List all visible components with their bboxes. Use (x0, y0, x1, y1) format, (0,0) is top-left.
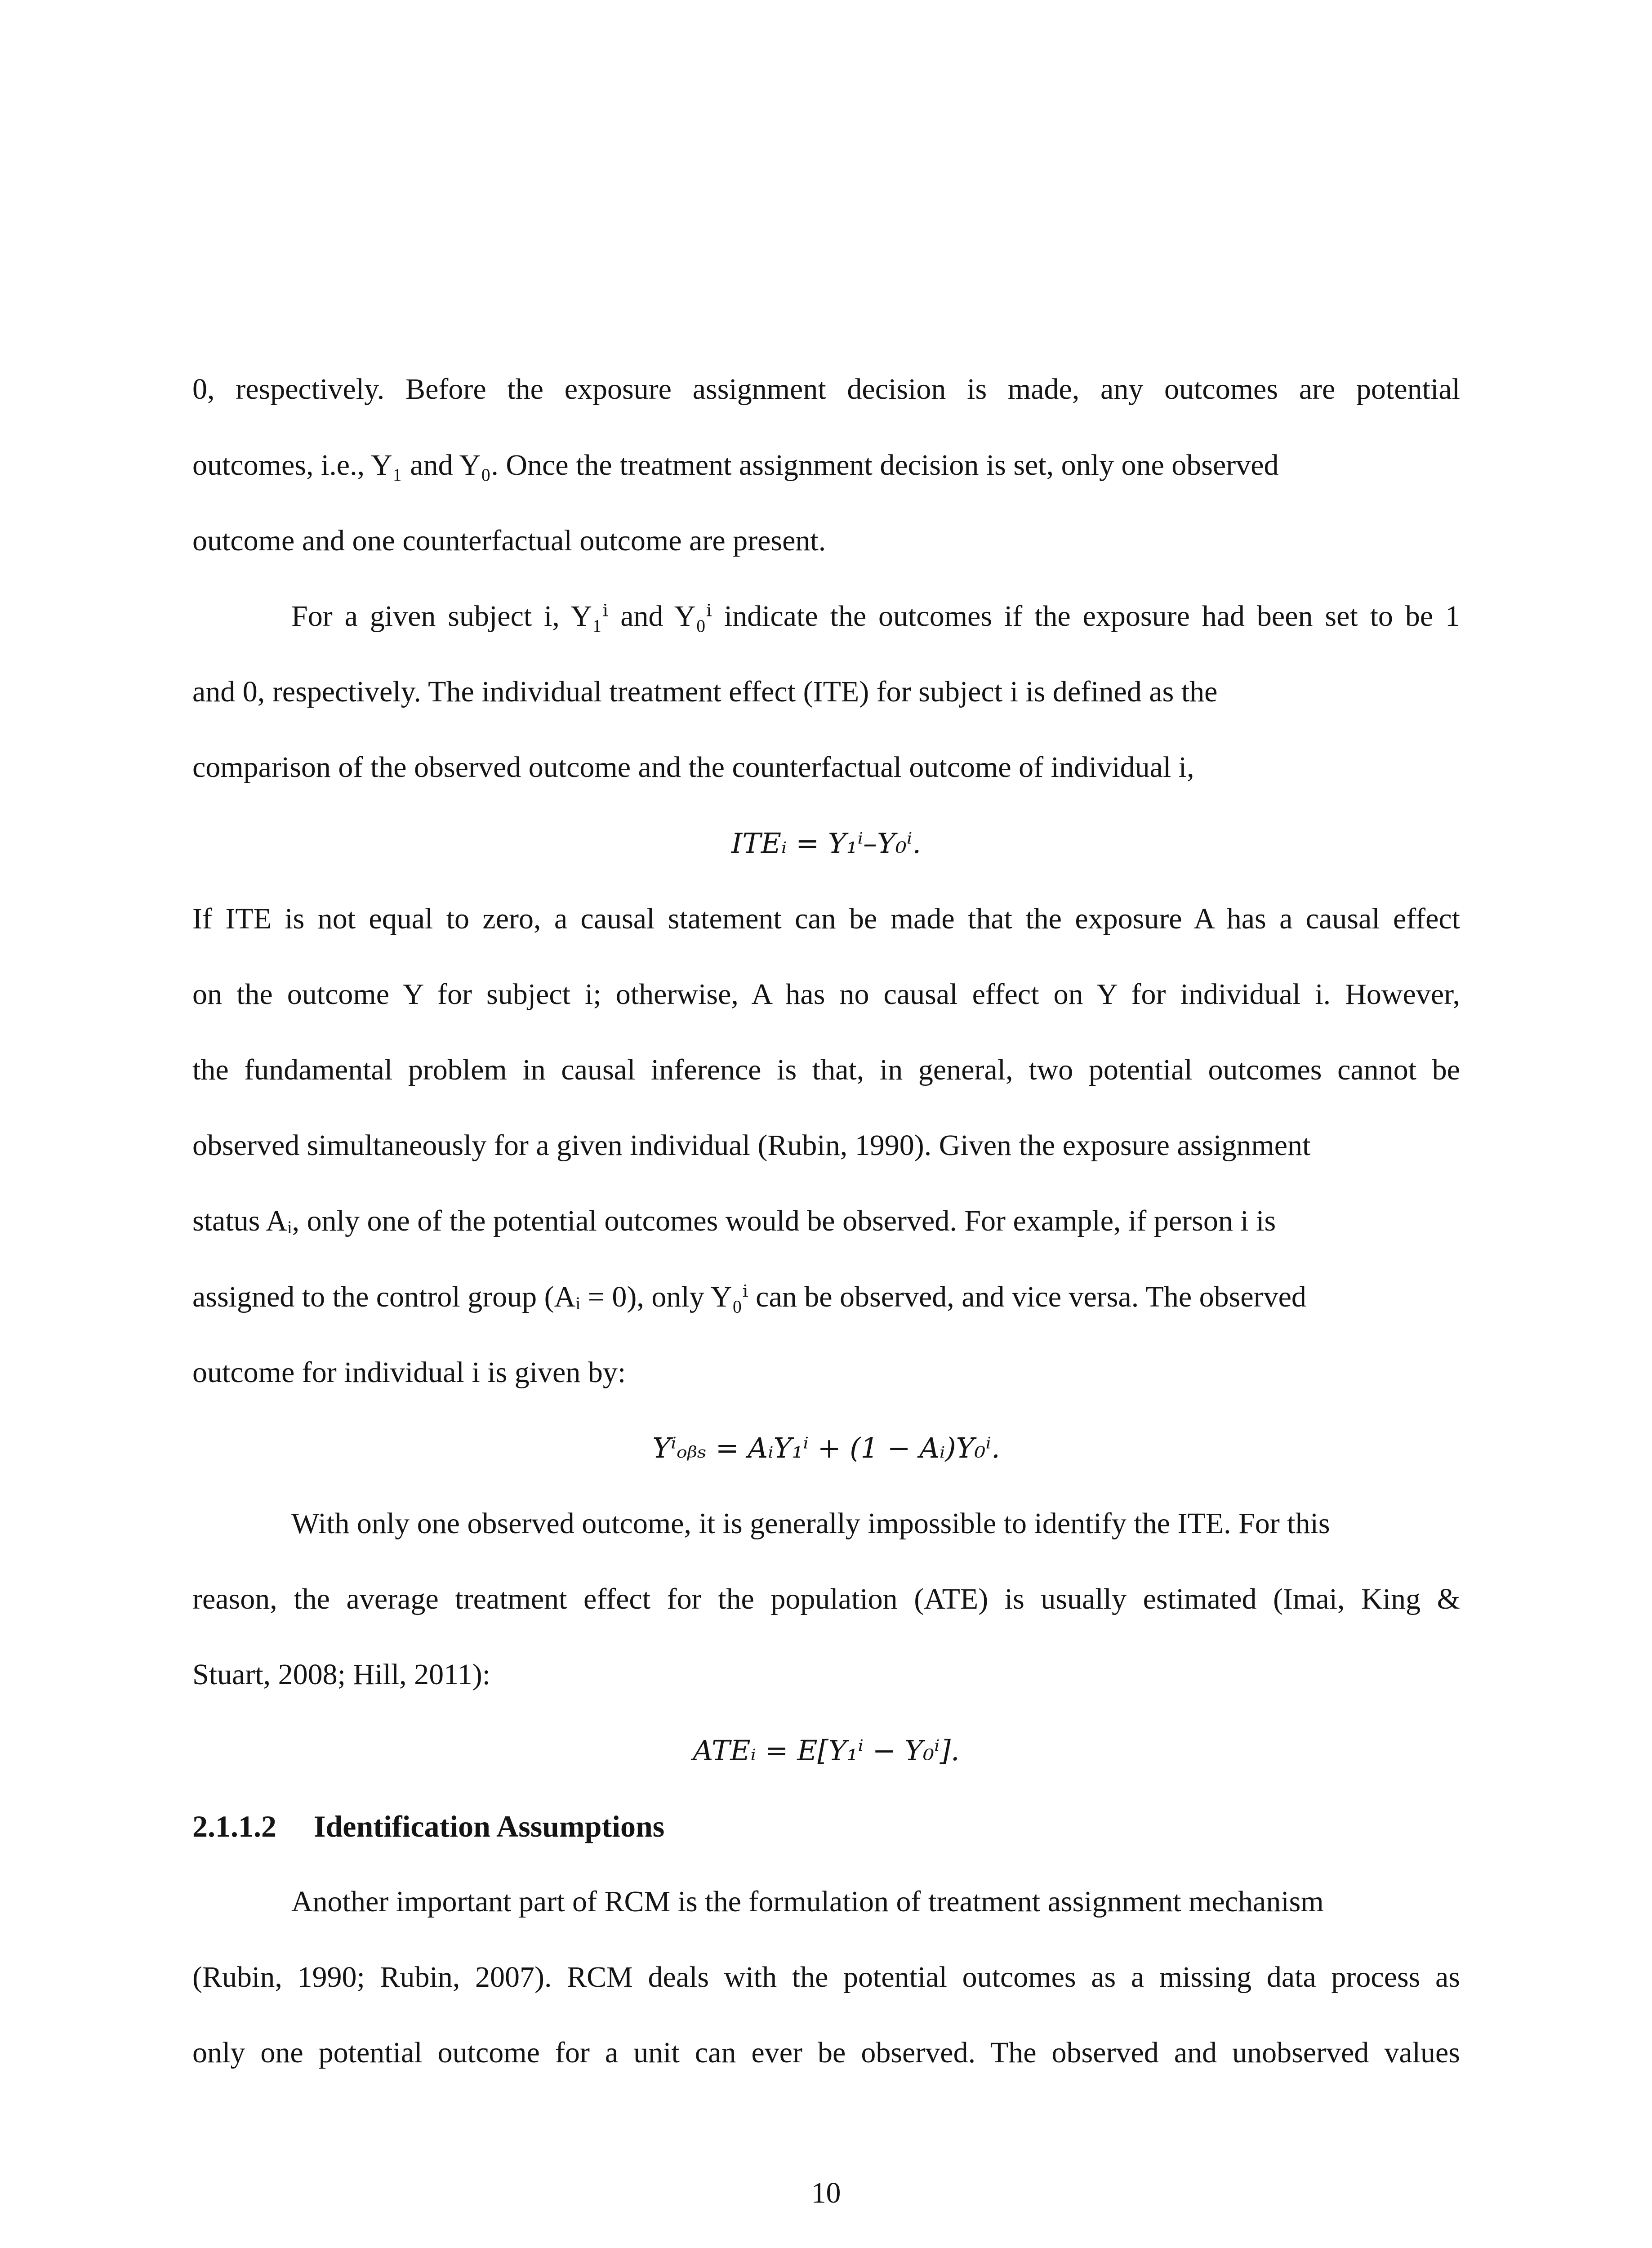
paragraph-2-line-2: and 0, respectively. The individual treatment effect (ITE) for subject i is defined as the (192, 675, 1218, 708)
paragraph-4-line-1: With only one observed outcome, it is generally impossible to identify the ITE. For this (291, 1507, 1330, 1540)
section-heading (192, 1808, 664, 1844)
page-number: 10 (811, 2177, 841, 2209)
paragraph-3-line-3: the fundamental problem in causal inference is that, in general, two potential outcomes cannot be (192, 1053, 1460, 1086)
paragraph-2-line-3: comparison of the observed outcome and the counterfactual outcome of individual i, (192, 751, 1194, 784)
section-number: 2.1.1.2 (192, 1809, 276, 1843)
paragraph-3-line-5: status Aᵢ, only one of the potential outcomes would be observed. For example, if person i is (192, 1204, 1276, 1237)
paragraph-4-line-2: reason, the average treatment effect for the population (ATE) is usually estimated (Imai, King & (192, 1583, 1460, 1615)
paragraph-3-line-1: If ITE is not equal to zero, a causal statement can be made that the exposure A has a causal effect (192, 902, 1460, 935)
paragraph-1-line-3: outcome and one counterfactual outcome are present. (192, 524, 826, 557)
paragraph-3-line-6: assigned to the control group (Aᵢ = 0), only Y₀ⁱ can be observed, and vice versa. The observed (192, 1280, 1306, 1313)
paragraph-3-line-7: outcome for individual i is given by: (192, 1356, 626, 1389)
equation-ate: ATEᵢ = E[Y₁ⁱ − Y₀ⁱ]. (693, 1734, 960, 1767)
paragraph-1-line-1: 0, respectively. Before the exposure assignment decision is made, any outcomes are potential (192, 373, 1460, 406)
paragraph-5-line-1: Another important part of RCM is the formulation of treatment assignment mechanism (291, 1885, 1324, 1918)
section-title: Identification Assumptions (314, 1809, 665, 1843)
equation-ite: ITEᵢ = Y₁ⁱ–Y₀ⁱ. (731, 827, 922, 860)
equation-observed-outcome: Yⁱₒᵦₛ = AᵢY₁ⁱ + (1 − Aᵢ)Y₀ⁱ. (652, 1432, 1000, 1464)
paragraph-3-line-4: observed simultaneously for a given individual (Rubin, 1990). Given the exposure assignment (192, 1129, 1311, 1162)
paragraph-5-line-2: (Rubin, 1990; Rubin, 2007). RCM deals with the potential outcomes as a missing data process as (192, 1961, 1460, 1994)
paragraph-2-line-1: For a given subject i, Y₁ⁱ and Y₀ⁱ indicate the outcomes if the exposure had been set to be 1 (291, 600, 1460, 633)
paragraph-5-line-3: only one potential outcome for a unit can ever be observed. The observed and unobserved values (192, 2036, 1460, 2069)
paragraph-1-line-2: outcomes, i.e., Y₁ and Y₀. Once the treatment assignment decision is set, only one observed (192, 449, 1279, 482)
paragraph-3-line-2: on the outcome Y for subject i; otherwise, A has no causal effect on Y for individual i. However, (192, 978, 1460, 1011)
paragraph-4-line-3: Stuart, 2008; Hill, 2011): (192, 1658, 491, 1691)
